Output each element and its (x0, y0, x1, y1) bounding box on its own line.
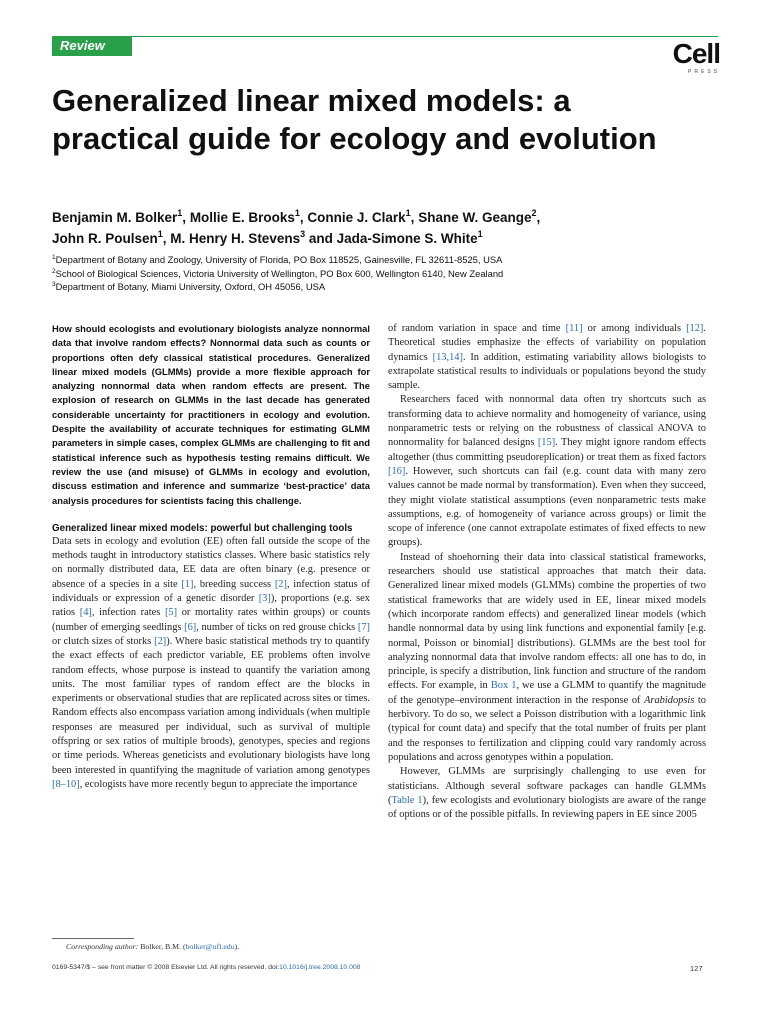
citation-link[interactable]: [6] (184, 621, 197, 633)
affiliation-marker: 1 (477, 229, 483, 239)
affiliation-line: $^2$School of Biological Sciences, Victoria University of Wellington, PO Box 600, Wellington 6140, New Zealand (52, 267, 504, 279)
citation-link[interactable]: [5] (164, 607, 178, 619)
text-run: . However, such shortcuts can fail (e.g. count data with many zero values cannot be made normal by transformation). Even when they succeed, they might violate statistical assumptions (even nonparametric tests make assumptions, e.g. of homogeneity of variance across groups) or limit the scope of inference (one cannot extrapolate estimates of fixed effects to new groups). (388, 465, 706, 549)
text-run: . They might ignore random effects altogether (thus committing pseudoreplication) or treat them as fixed factors (388, 437, 706, 463)
text-run: , breeding success (193, 578, 275, 590)
cell-press-logo (666, 40, 720, 75)
citation-link[interactable]: [7] (357, 621, 370, 633)
page-number: 127 (690, 964, 703, 973)
text-run: Instead of shoehorning their data into classical statistical frameworks, researchers should use statistical approaches that match their data. Generalized linear mixed models (GLMMs) combine the properties of two statistical frameworks that are widely used in EE, linear mixed models (which incorporate random effects) and generalized linear models (which handle nonnormal data by using link functions and exponential family [e.g. normal, Poisson or binomial] distributions). GLMMs are the best tool for analyzing nonnormal data that involve random effects: all one has to do, in principle, is specify a distribution, link function and structure of the random effects. For example, in (388, 551, 706, 692)
author-name: Benjamin M. Bolker (52, 210, 178, 225)
affiliation-marker: 1 (294, 208, 300, 218)
affiliations (52, 253, 732, 294)
text-run: or among individuals (582, 323, 687, 334)
email-link[interactable]: bolker@ufl.edu (185, 942, 235, 951)
citation-link[interactable]: [8–10] (52, 778, 80, 790)
copyright-line: 0169-5347/$ – see front matter © 2008 Elsevier Ltd. All rights reserved. doi:10.1016/j.tree.2008.10.008 (52, 964, 361, 971)
body-paragraph (388, 393, 706, 550)
citation-link[interactable]: [2] (274, 578, 287, 590)
author-name: John R. Poulsen (52, 231, 158, 246)
affiliation-marker: 1 (405, 208, 411, 218)
text-run: or clutch sizes of storks (52, 635, 155, 647)
body-paragraph (388, 551, 706, 765)
text-run: , infection status of individuals or expression of a genetic disorder (52, 578, 370, 605)
body-paragraph (388, 765, 706, 822)
text-run: , ecologists have more recently begun to appreciate the importance (79, 778, 358, 790)
doi-link[interactable]: 10.1016/j.tree.2008.10.008 (279, 964, 361, 971)
citation-link[interactable]: Table 1 (391, 794, 423, 806)
affiliation-marker: 1 (177, 208, 183, 218)
italic-term: Arabidopsis (644, 694, 695, 706)
abstract: How should ecologists and evolutionary biologists analyze nonnormal data that involve random effects? Nonnormal data such as counts or proportions often defy classical statistical procedures. Generalized linear mixed models (GLMMs) provide a more flexible approach for analyzing nonnormal data when random effects are present. The explosion of research on GLMMs in the last decade has generated considerable uncertainty for practitioners in ecology and evolution. Despite the availability of accurate techniques for estimating GLMM parameters in simple cases, complex GLMMs are challenging to fit and statistical inference such as hypothesis testing remains difficult. We review the use (and misuse) of GLMMs in ecology and evolution, discuss estimation and inference and summarize ‘best-practice’ data analysis procedures for scientists facing this challenge. (52, 323, 370, 506)
text-run: Data sets in ecology and evolution (EE) often fall outside the scope of the methods taught in introductory statistics classes. Where basic statistics rely on normally distributed data, EE data are often binary (e.g. presence or absence of a species in a site (52, 535, 370, 590)
right-column (388, 322, 706, 822)
citation-link[interactable]: [12] (686, 323, 704, 334)
author-name: M. Henry H. Stevens (170, 231, 301, 246)
logo-subtext: PRESS (688, 69, 720, 75)
header-rule (52, 36, 718, 37)
affiliation-marker: 1 (157, 229, 163, 239)
logo-text: Cell (672, 38, 720, 69)
author-name: Mollie E. Brooks (189, 210, 295, 225)
citation-link[interactable]: [13,14] (432, 351, 463, 363)
article-title: Generalized linear mixed models: a practical guide for ecology and evolution (52, 83, 657, 156)
affiliation-marker: 3 (300, 229, 306, 239)
text-run: Researchers faced with nonnormal data often try shortcuts such as transforming data to achieve normality and homogeneity of variance, using nonparametric tests or relying on the robustness of classical ANOVA to nonnormality for balanced designs (388, 394, 706, 449)
text-run: However, GLMMs are surprisingly challenging to use even for statisticians. Although several software packages can handle GLMMs ( (388, 766, 706, 806)
text-run: ), proportions (e.g. sex ratios (52, 593, 370, 619)
author-name: Connie J. Clark (307, 210, 406, 225)
affiliation-line: $^3$Department of Botany, Miami University, Oxford, OH 45056, USA (52, 281, 326, 292)
section-label: Review (52, 36, 132, 56)
citation-link[interactable]: Box 1 (490, 680, 517, 692)
text-run: . In addition, estimating variability allows biologists to extrapolate statistical results to individuals or populations beyond the study sample. (388, 351, 706, 392)
citation-link[interactable]: [4] (79, 607, 92, 619)
citation-link[interactable]: [2] (154, 635, 167, 647)
text-run: to herbivory. To do so, we select a Poisson distribution with a logarithmic link (typical for count data) and specify that the total number of fruits per plant and the responses to fertilization and clipping could vary randomly across populations and across genotypes within a population. (388, 694, 706, 763)
text-run: of random variation in space and time (388, 323, 566, 334)
author-name: Shane W. Geange (418, 210, 532, 225)
text-run: ), few ecologists and evolutionary biologists are aware of the range of options or of the possible pitfalls. In reviewing papers in EE since 2005 (388, 794, 706, 821)
author-list: Benjamin M. Bolker$^1$, Mollie E. Brooks$^1$, Connie J. Clark$^1$, Shane W. Geange$^2$, John R. Poulsen$^1$, M. Henry H. Stevens$^3$ and Jada-Simone S. White$^1$ (52, 208, 541, 246)
text-run: , number of ticks on red grouse chicks (196, 621, 358, 633)
affiliation-marker: 2 (531, 208, 537, 218)
left-column (52, 322, 370, 792)
body-paragraph (52, 535, 370, 792)
section-heading: Generalized linear mixed models: powerful but challenging tools (52, 522, 353, 534)
body-paragraph (388, 322, 706, 393)
citation-link[interactable]: [1] (181, 578, 194, 590)
text-run: , we use a GLMM to quantify the magnitude of the genotype–environment interaction in the response of (388, 680, 706, 706)
text-run: ). Where basic statistical methods try to quantify the exact effects of each predictor variable, EE problems often involve random effects, whose purpose is instead to quantify the variation among units. The most familiar types of random effect are the blocks in experiments or observational studies that are replicated across sites or times. Random effects also encompass variation among individuals (when multiple responses are measured per individual, such as survival of multiple offspring or sex ratios of multiple broods), genotypes, species and regions or time periods. Whereas geneticists and evolutionary biologists have long been interested in quantifying the magnitude of variation among genotypes (52, 635, 371, 776)
footnote-rule (52, 938, 134, 939)
citation-link[interactable]: [16] (388, 465, 406, 477)
corresponding-author-note: Corresponding author: Bolker, B.M. (bolker@ufl.edu). (66, 942, 240, 951)
citation-link[interactable]: [3] (258, 593, 271, 605)
text-run: , infection rates (91, 607, 165, 619)
citation-link[interactable]: [15] (537, 437, 556, 449)
author-name: Jada-Simone S. White (336, 231, 478, 246)
text-run: or mortality rates within groups) or counts (number of emerging seedlings (52, 607, 371, 633)
text-run: . Theoretical studies emphasize the effects of variability on population dynamics (388, 323, 706, 363)
citation-link[interactable]: [11] (565, 323, 583, 334)
affiliation-line: $^1$Department of Botany and Zoology, University of Florida, PO Box 118525, Gainesville, FL 32611-8525, USA (52, 254, 503, 265)
